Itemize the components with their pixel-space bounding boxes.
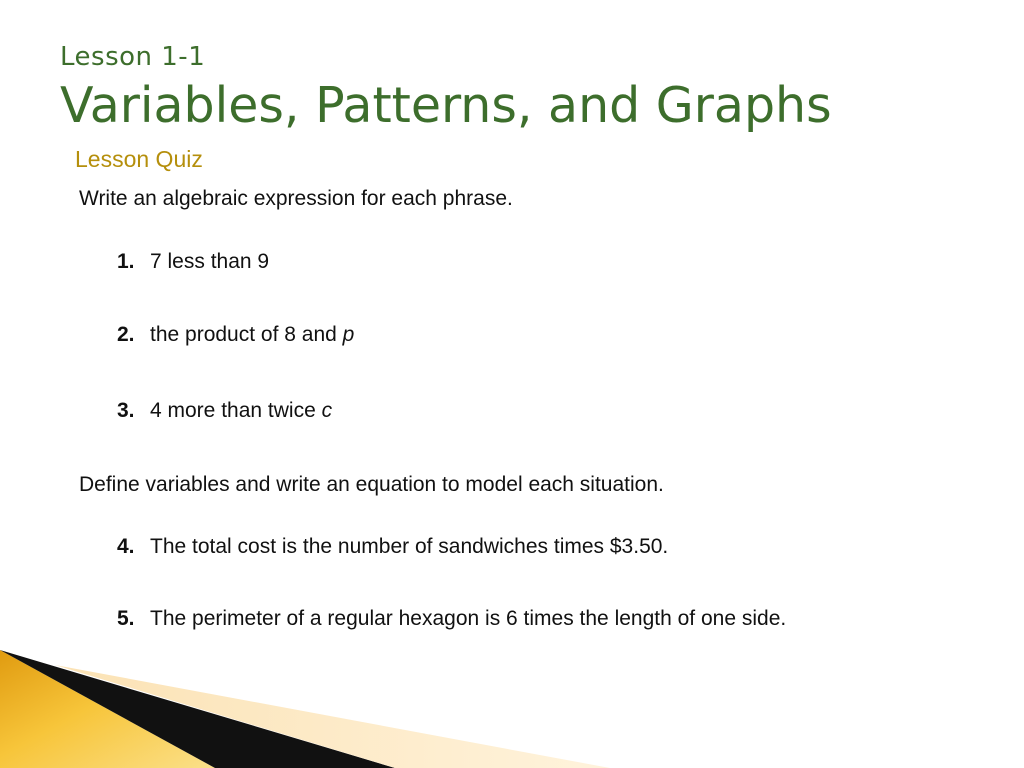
question-text: 7 less than 9	[150, 250, 270, 273]
section-label: Lesson Quiz	[75, 146, 203, 172]
question-number: 4.	[117, 535, 135, 558]
instruction-expressions: Write an algebraic expression for each phrase.	[79, 187, 513, 210]
question-number: 5.	[117, 607, 135, 630]
question-text: The total cost is the number of sandwiches times $3.50.	[150, 535, 669, 558]
lesson-number: Lesson 1-1	[60, 42, 206, 72]
question-text: The perimeter of a regular hexagon is 6 times the length of one side.	[150, 607, 787, 630]
question-number: 3.	[117, 399, 135, 422]
instruction-equations: Define variables and write an equation to model each situation.	[79, 473, 664, 496]
question-number: 2.	[117, 323, 135, 346]
question-number: 1.	[117, 250, 135, 273]
lesson-title: Variables, Patterns, and Graphs	[60, 77, 832, 134]
question-text: the product of 8 and	[150, 323, 343, 346]
question-text: 4 more than twice	[150, 399, 322, 422]
question-variable: p	[342, 323, 355, 346]
question-variable: c	[321, 399, 333, 422]
